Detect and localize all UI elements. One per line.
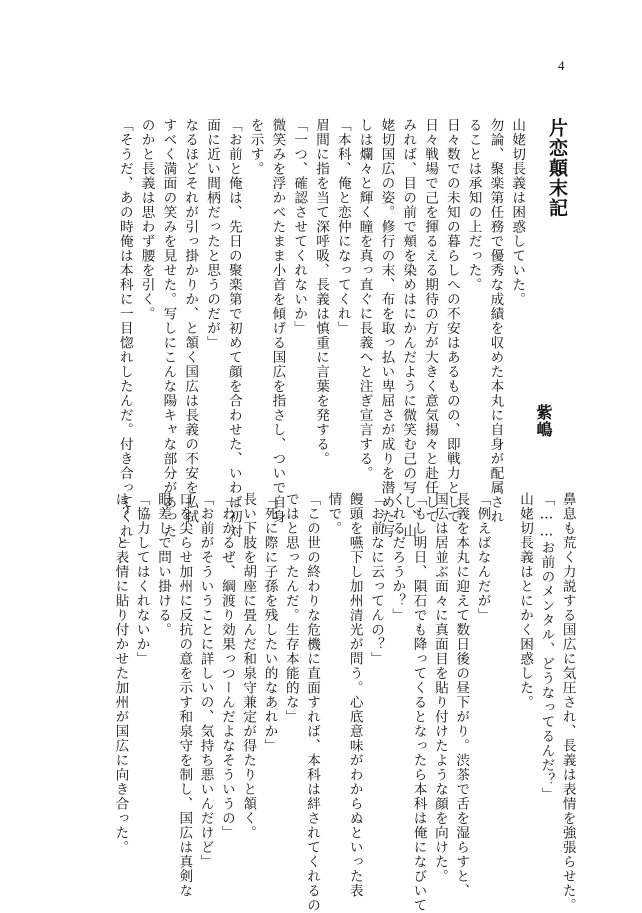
text-line: は？ と表情に貼り付かせた加州が国広に向き合った。 — [112, 492, 129, 855]
text-line: 「お前と俺は、先日の聚楽第で初めて顔を合わせた、いわば初対 — [225, 118, 242, 539]
text-line: 日々戦場で己を揮るえる期待の方が大きく意気揚々と赴任して — [422, 118, 438, 524]
text-line: 眉間に指を当て深呼吸、長義は慎重に言葉を発する。 — [313, 118, 329, 466]
text-line: なるほどそれが引っ掛かりか、と頷く国広は長義の不安を払拭 — [182, 118, 199, 524]
story-title: 片恋顛末記 — [546, 118, 568, 218]
text-line: しは爛々と輝く瞳を真っ直ぐに長義へと注ぎ宣言する。 — [356, 118, 373, 481]
text-line: 口を尖らせ加州に反抗の意を示す和泉守を制し、国広は真剣な — [176, 492, 193, 898]
text-line: ることは承知の上だった。 — [465, 118, 482, 292]
text-line: 眼差しで問い掛ける。 — [155, 492, 171, 637]
text-line: 「もし明日、隕石でも降ってくるとなったら本科は俺になびいて — [410, 492, 427, 913]
text-line: 「この世の終わりな危機に直面すれば、本科は絆されてくれるの — [304, 492, 321, 913]
text-line: 「わかるぜ、綱渡り効果っつーんだよなそういうの」 — [218, 492, 235, 840]
text-line: 日々数での未知の暮らしへの不安はあるものの、即戦力として — [443, 118, 460, 524]
text-line: のかと長義は思わず腰を引く。 — [138, 118, 155, 321]
text-line: 鼻息も荒く力説する国広に気圧され、長義は表情を強張らせた。 — [559, 492, 576, 913]
text-line: 勿論、聚楽第任務で優秀な成績を収めた本丸に自身が配属され — [487, 118, 504, 524]
text-line: 長い下肢を胡座に畳んだ和泉守兼定が得たりと頷く。 — [240, 492, 257, 840]
text-line: 姥切国広の姿。修行の末、布を取っ払い卑屈さが成りを潜めた写 — [378, 118, 395, 539]
text-line: を示す。 — [247, 118, 264, 176]
text-line: くれるだろうか？」 — [389, 492, 406, 623]
text-line: 「死に際に子孫を残したい的なあれか」 — [261, 492, 278, 753]
text-line: ではと思ったんだ。生存本能的な」 — [282, 492, 299, 724]
text-line: 「お前なに云ってんの？」 — [368, 492, 384, 666]
text-line: 「お前がそういうことに詳しいの、気持ち悪いんだけど」 — [197, 492, 214, 869]
text-line: 山姥切長義は困惑していた。 — [509, 118, 526, 307]
text-line: 国広は居並ぶ面々に真面目を貼り付けたような顔を向けた。 — [431, 492, 448, 884]
page-number: 4 — [558, 58, 565, 73]
text-line: 長義を本丸に迎えて数日後の昼下がり。渋茶で舌を湿らすと、 — [453, 492, 470, 898]
text-line: 饅頭を嚥下し加州清光が問う。心底意味がわからぬといった表 — [346, 492, 363, 898]
text-line: みれば、目の前で頬を染めはにかんだように微笑む己の写し、山 — [400, 118, 417, 539]
author-name: 紫嶋 — [534, 404, 553, 438]
text-line: 「本科、俺と恋仲になってくれ」 — [334, 118, 351, 336]
text-line: 微笑みを浮かべたまま小首を傾げる国広を指さし、ついで自身 — [269, 118, 286, 524]
text-line: 面に近い間柄だったと思うのだが」 — [204, 118, 220, 350]
text-line: すべく満面の笑みを見せた。写しにこんな陽キャな部分があった — [160, 118, 177, 539]
text-line: 山姥切長義はとにかく困惑した。 — [517, 492, 534, 710]
text-line: 「そうだ、あの時俺は本科に一目惚れしたんだ。付き合ってくれ」 — [116, 118, 133, 553]
text-line: 「例えばなんだが」 — [474, 492, 491, 623]
text-line: 「……お前のメンタル、どうなってるんだ？」 — [538, 492, 555, 802]
lower-text-block — [110, 492, 580, 913]
text-line: 「協力してはくれないか」 — [133, 492, 150, 666]
text-line: 「一つ、確認させてくれないか」 — [291, 118, 308, 336]
text-line: 情で。 — [325, 492, 342, 536]
